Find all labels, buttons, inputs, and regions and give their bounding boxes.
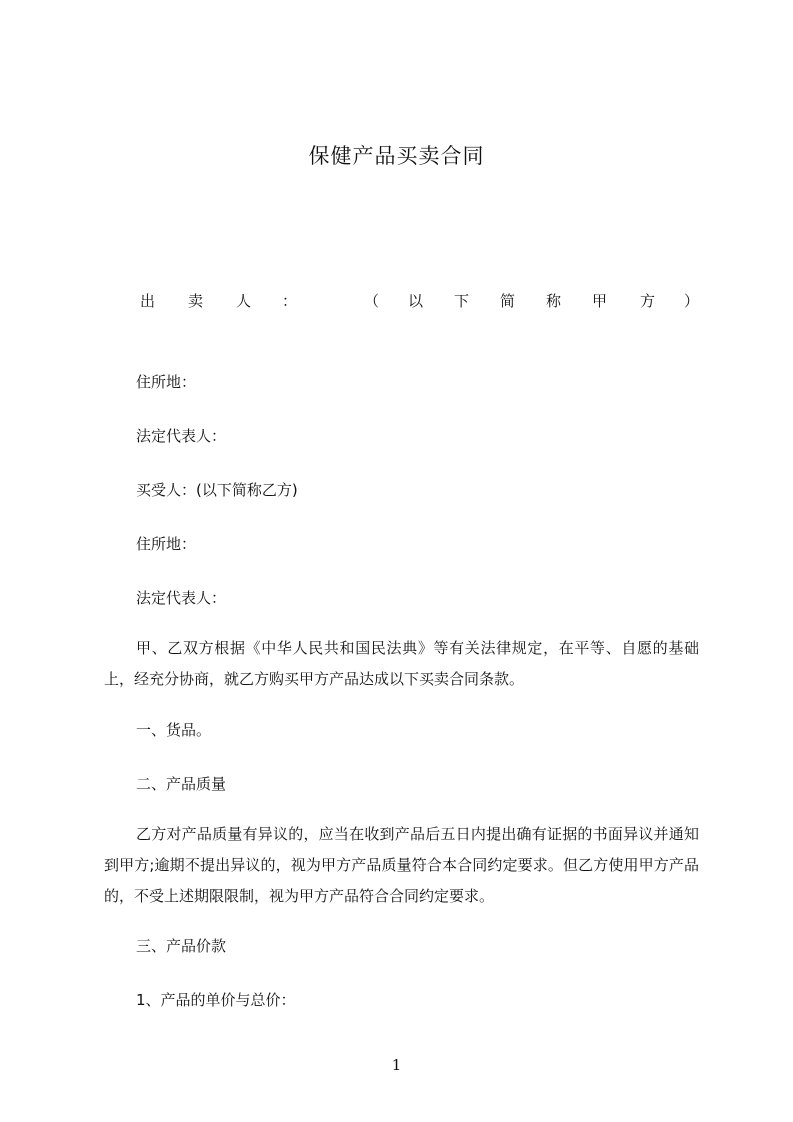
- seller-line-char: 以: [408, 292, 424, 310]
- seller-line-char: （: [364, 292, 380, 310]
- seller-representative-label: 法定代表人：: [136, 427, 227, 445]
- buyer-label: 买受人：(以下简称乙方): [136, 481, 298, 499]
- section-3-item-1: 1、产品的单价与总价：: [136, 991, 296, 1009]
- page-number: 1: [391, 1056, 402, 1074]
- seller-line-char: 方: [640, 292, 656, 310]
- seller-line-char: 下: [454, 292, 470, 310]
- seller-line-char: 人: [236, 292, 252, 310]
- preamble-paragraph: 甲、乙双方根据《中华人民共和国民法典》等有关法律规定，在平等、自愿的基础上，经充分协商，就乙方购买甲方产品达成以下买卖合同条款。: [104, 639, 699, 688]
- seller-line-char: 出: [140, 292, 156, 310]
- section-3-heading: 三、产品价款: [136, 937, 227, 955]
- buyer-address-label: 住所地：: [136, 535, 197, 553]
- contract-title: 保健产品买卖合同: [308, 144, 485, 168]
- seller-line: [136, 289, 700, 313]
- seller-line-char: 简: [500, 292, 516, 310]
- section-2-heading: 二、产品质量: [136, 775, 227, 793]
- section-2-body: 乙方对产品质量有异议的，应当在收到产品后五日内提出确有证据的书面异议并通知到甲方;逾期不提出异议的，视为甲方产品质量符合本合同约定要求。但乙方使用甲方产品的，不受上述期限限制，视为甲方产品符合合同约定要求。: [104, 825, 699, 905]
- seller-line-char: 甲: [592, 292, 608, 310]
- seller-line-char: ）: [684, 292, 700, 310]
- seller-address-label: 住所地：: [136, 373, 197, 391]
- seller-line-char: ：: [282, 292, 298, 310]
- buyer-representative-label: 法定代表人：: [136, 589, 227, 607]
- section-1-heading: 一、货品。: [136, 721, 212, 739]
- seller-line-char: 卖: [188, 292, 204, 310]
- seller-line-char: 称: [546, 292, 562, 310]
